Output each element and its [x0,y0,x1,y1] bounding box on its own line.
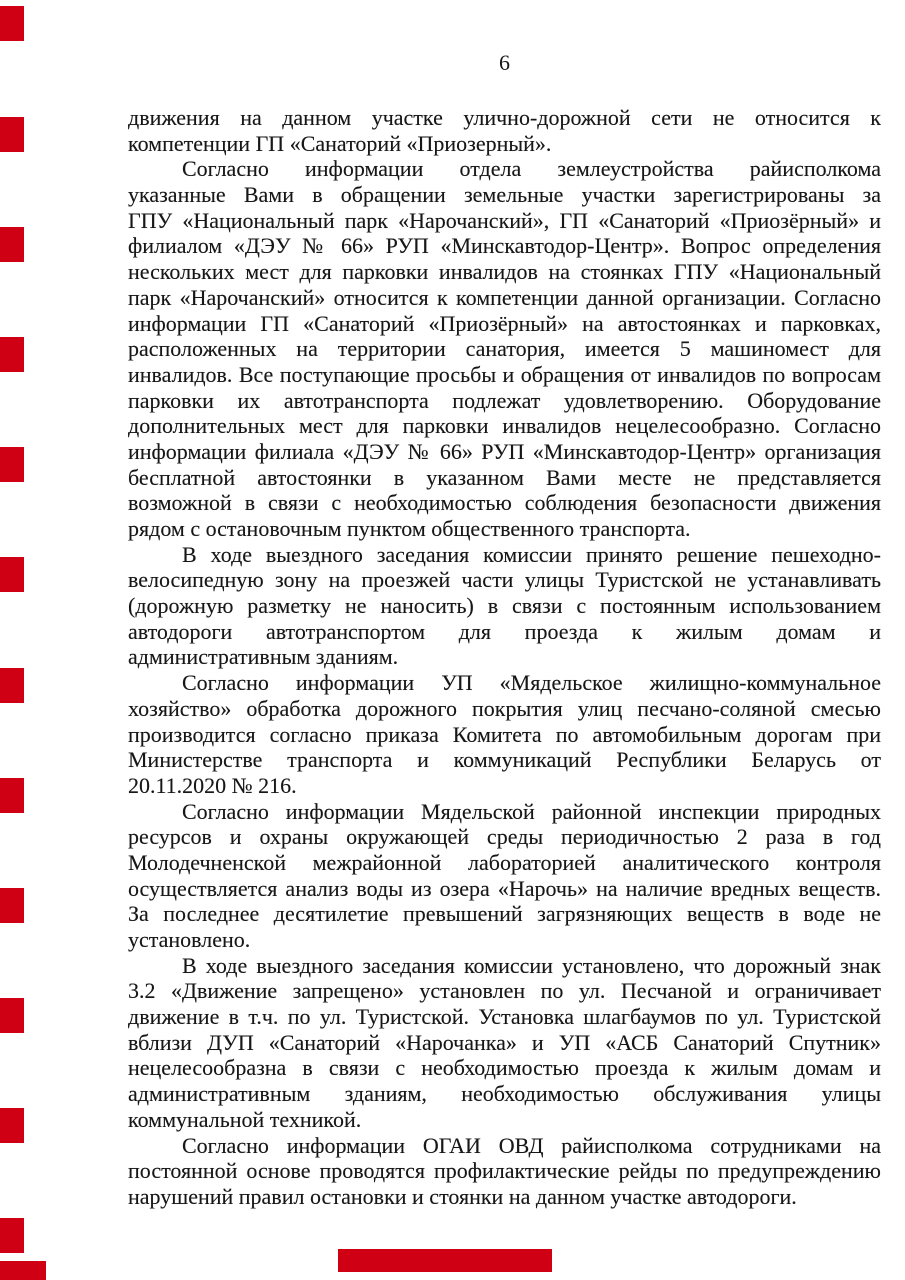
text-line: расположенных на территории санатория, имеется 5 машиномест для [128,336,881,362]
left-edge-red-mark [0,1218,24,1253]
text-line: Министерстве транспорта и коммуникаций Республики Беларусь от [128,747,881,773]
bottom-left-red-mark [0,1261,46,1280]
text-line: возможной в связи с необходимостью соблюдения безопасности движения [128,490,881,516]
paragraph [128,670,881,798]
left-edge-red-mark [0,337,24,372]
text-line: движения на данном участке улично-дорожной сети не относится к [128,105,881,130]
text-line: ГПУ «Национальный парк «Нарочанский», ГП «Санаторий «Приозёрный» и [128,207,881,233]
text-line: рядом с остановочным пунктом общественного транспорта. [128,516,691,541]
text-line: бесплатной автостоянки в указанном Вами месте не представляется [128,464,881,490]
left-edge-red-mark [0,778,24,813]
text-line: (дорожную разметку не наносить) в связи с постоянным использованием [128,593,881,619]
text-line: движение в т.ч. по ул. Туристской. Установка шлагбаумов по ул. Туристской [128,1004,881,1030]
text-line: Согласно информации отдела землеустройства райисполкома [182,156,881,182]
paragraph [128,953,881,1133]
text-line: вблизи ДУП «Санаторий «Нарочанка» и УП «АСБ Санаторий Спутник» [128,1029,881,1055]
text-line: хозяйство» обработка дорожного покрытия улиц песчано-соляной смесью [128,695,881,721]
text-line: 20.11.2020 № 216. [128,772,297,798]
text-line: Согласно информации Мядельской районной инспекции природных [182,798,881,824]
text-line: парк «Нарочанский» относится к компетенции данной организации. Согласно [128,284,881,310]
text-line: административным зданиям. [128,644,399,670]
text-line: автодороги автотранспортом для проезда к жилым домам и [128,618,881,644]
left-edge-red-mark [0,888,24,923]
text-line: нескольких мест для парковки инвалидов на стоянках ГПУ «Национальный [128,259,881,285]
text-line: установлено. [128,927,251,952]
text-line: инвалидов. Все поступающие просьбы и обращения от инвалидов по вопросам [128,361,881,387]
text-line: В ходе выездного заседания комиссии установлено, что дорожный знак [182,952,881,978]
paragraph [128,156,881,541]
text-line: Согласно информации УП «Мядельское жилищно-коммунальное [182,670,881,696]
left-edge-red-mark [0,557,24,592]
text-line: информации ГП «Санаторий «Приозёрный» на автостоянках и парковках, [128,310,881,336]
text-line: филиалом «ДЭУ № 66» РУП «Минскавтодор-Центр». Вопрос определения [128,233,881,259]
text-line: В ходе выездного заседания комиссии принято решение пешеходно- [182,541,881,567]
text-line: указанные Вами в обращении земельные участки зарегистрированы за [128,182,881,208]
left-edge-red-mark [0,6,24,41]
text-line: постоянной основе проводятся профилактические рейды по предупреждению [128,1158,881,1184]
page-number: 6 [499,50,510,75]
text-line: Молодечненской межрайонной лабораторией аналитического контроля [128,849,881,875]
bottom-red-bar [338,1249,552,1272]
text-line: коммунальной техникой. [128,1106,362,1132]
left-edge-red-mark [0,447,24,482]
left-edge-red-mark [0,117,24,152]
text-line: информации филиала «ДЭУ № 66» РУП «Минскавтодор-Центр» организация [128,438,881,464]
left-edge-red-mark [0,227,24,262]
text-line: За последнее десятилетие превышений загрязняющих веществ в воде не [128,901,881,927]
left-edge-red-mark [0,668,24,703]
text-line: дополнительных мест для парковки инвалидов нецелесообразно. Согласно [128,413,881,439]
text-line: Согласно информации ОГАИ ОВД райисполкома сотрудниками на [182,1132,881,1158]
text-line: ресурсов и охраны окружающей среды периодичностью 2 раза в год [128,824,881,850]
text-line: велосипедную зону на проезжей части улицы Туристской не устанавливать [128,567,881,593]
text-line: осуществляется анализ воды из озера «Нарочь» на наличие вредных веществ. [128,875,881,901]
left-edge-red-mark [0,1108,24,1143]
text-line: 3.2 «Движение запрещено» установлен по ул. Песчаной и ограничивает [128,978,881,1004]
paragraph [128,542,881,670]
text-line: компетенции ГП «Санаторий «Приозерный». [128,130,552,156]
paragraph [128,799,881,953]
paragraph [128,105,881,156]
text-line: парковки их автотранспорта подлежат удовлетворению. Оборудование [128,387,881,413]
text-line: нецелесообразна в связи с необходимостью проезда к жилым домам и [128,1055,881,1081]
text-line: административным зданиям, необходимостью обслуживания улицы [128,1081,881,1107]
text-block [128,105,881,1210]
paragraph [128,1133,881,1210]
text-line: производится согласно приказа Комитета по автомобильным дорогам при [128,721,881,747]
text-line: нарушений правил остановки и стоянки на данном участке автодороги. [128,1183,797,1209]
left-edge-red-mark [0,998,24,1033]
